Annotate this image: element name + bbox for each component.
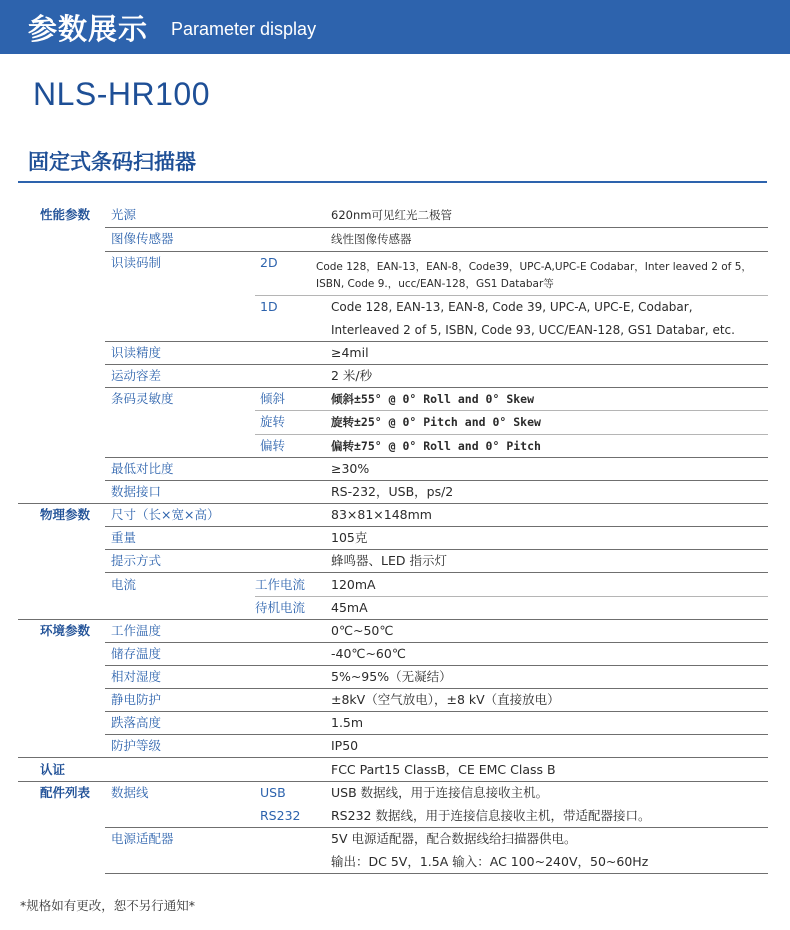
value-1d-line1: Code 128, EAN-13, EAN-8, Code 39, UPC-A, UPC-E, Codabar, [331,300,693,314]
value-dimensions: 83×81×148mm [331,507,432,522]
value-interface: RS-232，USB，ps/2 [331,484,454,499]
row-divider [105,387,768,388]
row-divider [255,295,768,296]
label-cable: 数据线 [111,785,149,800]
footnote: *规格如有更改，恕不另行通知* [20,898,196,913]
value-storage-temp: -40℃~60℃ [331,646,406,661]
section-divider [18,619,768,620]
sub-label-usb: USB [260,785,286,800]
value-usb-cable: USB 数据线，用于连接信息接收主机。 [331,785,549,800]
row-divider [255,596,768,597]
row-divider [105,734,768,735]
label-current: 电流 [111,577,137,592]
section-performance: 性能参数 [40,207,91,222]
label-power-adapter: 电源适配器 [111,831,174,846]
value-light-source: 620nm可见红光二极管 [331,208,452,222]
value-certification: FCC Part15 ClassB，CE EMC Class B [331,762,556,777]
sub-label-rs232: RS232 [260,808,301,823]
value-2d-line1: Code 128，EAN-13，EAN-8，Code39，UPC-A,UPC-E Codabar，Inter leaved 2 of 5， [316,261,752,273]
label-light-source: 光源 [111,207,137,222]
value-rs232-cable: RS232 数据线，用于连接信息接收主机，带适配器接口。 [331,808,651,823]
header-banner [0,0,790,54]
row-divider [105,873,768,874]
row-divider [105,526,768,527]
sub-label-2d: 2D [260,255,278,270]
row-divider [105,827,768,828]
sub-label-operating-current: 工作电流 [255,577,306,592]
section-divider [18,503,768,504]
section-physical: 物理参数 [40,507,91,522]
label-dimensions: 尺寸（长×宽×高） [111,507,220,522]
label-esd: 静电防护 [111,692,162,707]
sub-label-tilt: 倾斜 [260,391,286,406]
value-standby-current: 45mA [331,600,368,615]
sub-label-deflect: 偏转 [260,438,286,453]
value-weight: 105克 [331,530,368,545]
value-2d-line2: ISBN, Code 9.，ucc/EAN-128，GS1 Databar等 [316,278,554,290]
value-humidity: 5%~95%（无凝结） [331,669,452,684]
row-divider [105,251,768,252]
value-rotate: 旋转±25° @ 0° Pitch and 0° Skew [331,415,541,429]
value-min-contrast: ≥30% [331,461,370,476]
value-esd: ±8kV（空气放电），±8 kV（直接放电） [331,692,560,707]
row-divider [105,711,768,712]
value-sealing: IP50 [331,738,359,753]
value-indication: 蜂鸣器、LED 指示灯 [331,553,447,568]
value-1d-line2: Interleaved 2 of 5, ISBN, Code 93, UCC/EAN-128, GS1 Databar, etc. [331,323,735,337]
value-tilt: 倾斜±55° @ 0° Roll and 0° Skew [331,392,535,406]
value-power-adapter-line2: 输出：DC 5V，1.5A 输入：AC 100~240V，50~60Hz [331,854,649,869]
sub-label-standby-current: 待机电流 [255,600,306,615]
product-subtitle: 固定式条码扫描器 [28,150,196,174]
value-operating-current: 120mA [331,577,376,592]
row-divider [105,457,768,458]
label-interface: 数据接口 [111,484,162,499]
title-divider [18,181,767,183]
label-storage-temp: 储存温度 [111,646,162,661]
label-weight: 重量 [111,530,137,545]
row-divider [255,410,768,411]
label-indication: 提示方式 [111,553,162,568]
row-divider [105,364,768,365]
row-divider [105,665,768,666]
label-precision: 识读精度 [111,345,162,360]
row-divider [105,642,768,643]
value-power-adapter-line1: 5V 电源适配器，配合数据线给扫描器供电。 [331,831,577,846]
section-environment: 环境参数 [40,623,91,638]
label-image-sensor: 图像传感器 [111,231,174,246]
section-certification: 认证 [40,762,66,777]
row-divider [105,572,768,573]
value-motion-tolerance: 2 米/秒 [331,368,373,383]
label-drop: 跌落高度 [111,715,162,730]
label-motion-tolerance: 运动容差 [111,368,162,383]
section-divider [18,781,768,782]
row-divider [105,688,768,689]
row-divider [105,480,768,481]
value-drop: 1.5m [331,715,364,730]
value-deflect: 偏转±75° @ 0° Roll and 0° Pitch [331,439,541,453]
label-min-contrast: 最低对比度 [111,461,174,476]
banner-title-en: Parameter display [171,19,317,39]
value-precision: ≥4mil [331,345,369,360]
value-image-sensor: 线性图像传感器 [331,232,412,246]
row-divider [105,549,768,550]
model-title: NLS-HR100 [33,76,211,112]
label-sealing: 防护等级 [111,738,162,753]
label-symbologies: 识读码制 [111,255,162,270]
value-operating-temp: 0℃~50℃ [331,623,394,638]
sub-label-1d: 1D [260,299,278,314]
row-divider [255,434,768,435]
banner-title-cn: 参数展示 [28,12,149,46]
section-accessories: 配件列表 [40,785,91,800]
sub-label-rotate: 旋转 [260,414,286,429]
label-humidity: 相对湿度 [111,669,162,684]
row-divider [105,227,768,228]
section-divider [18,757,768,758]
row-divider [105,341,768,342]
label-sensitivity: 条码灵敏度 [111,391,174,406]
label-operating-temp: 工作温度 [111,623,162,638]
